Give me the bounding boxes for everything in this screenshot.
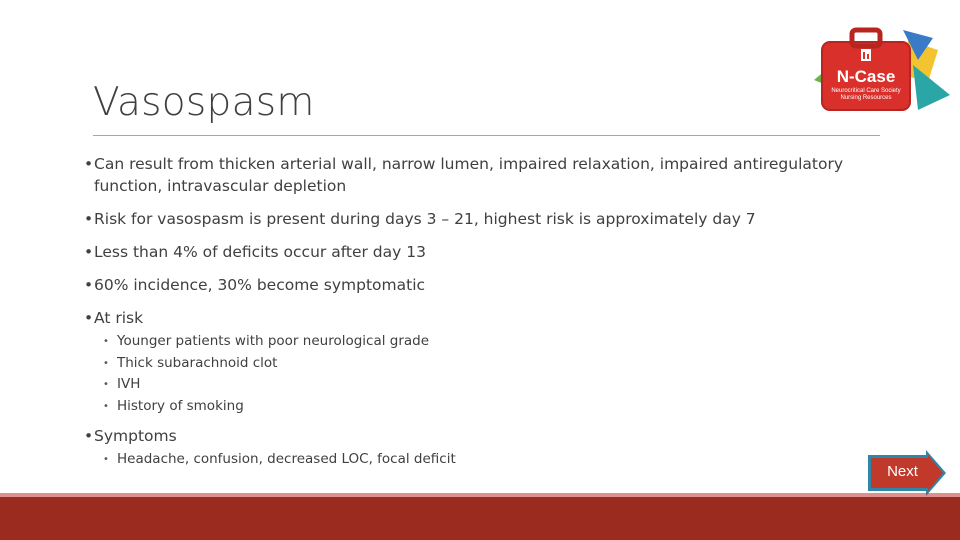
logo-tagline-line1: Neurocritical Care Society — [831, 88, 901, 94]
bullet-item: • Less than 4% of deficits occur after day 13 — [84, 241, 884, 263]
bullet-item: • Risk for vasospasm is present during days 3 – 21, highest risk is approximately day 7 — [84, 208, 884, 230]
sub-bullet-item: • IVH — [84, 374, 884, 396]
sub-bullet-item: • History of smoking — [84, 396, 884, 418]
logo-tagline — [828, 88, 904, 102]
footer-bar — [0, 497, 960, 540]
n-case-logo — [808, 20, 950, 120]
logo-tagline-line2: Nursing Resources — [840, 95, 892, 101]
slide-body — [84, 153, 884, 479]
sub-bullet-item: • Headache, confusion, decreased LOC, focal deficit — [84, 449, 884, 471]
bullet-item: • At risk — [84, 307, 884, 329]
at-risk-sub-list — [84, 331, 884, 417]
symptoms-sub-list — [84, 449, 884, 471]
bullet-item: • 60% incidence, 30% become symptomatic — [84, 274, 884, 296]
sub-bullet-item: • Thick subarachnoid clot — [84, 353, 884, 375]
bullet-item: • Can result from thicken arterial wall, narrow lumen, impaired relaxation, impaired antiregulatory function, intravascular depletion — [84, 153, 884, 197]
next-button[interactable] — [866, 449, 948, 497]
next-button-label: Next — [887, 463, 918, 480]
logo-title: N-Case — [836, 67, 896, 86]
slide-title: Vasospasm — [93, 80, 315, 125]
sub-bullet-item: • Younger patients with poor neurological grade — [84, 331, 884, 353]
title-divider — [93, 135, 880, 136]
bullet-item: • Symptoms — [84, 425, 884, 447]
